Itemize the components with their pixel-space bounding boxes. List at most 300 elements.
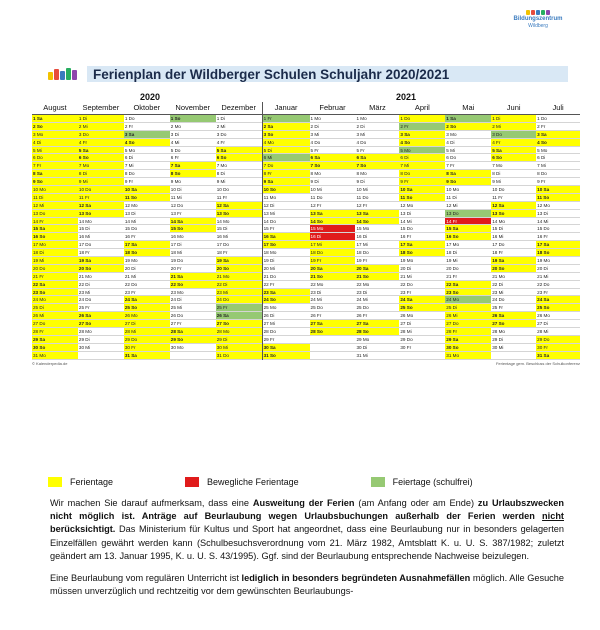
- day-cell: 12 Mi: [32, 202, 78, 210]
- day-cell: 19 Sa: [216, 257, 262, 265]
- day-cell: 9 Mi: [216, 178, 262, 186]
- day-cell: 4 So: [124, 139, 170, 147]
- day-cell: 24 Do: [216, 296, 262, 304]
- day-cell: 29 Mo: [355, 336, 399, 344]
- day-cell: [78, 352, 124, 360]
- day-cell: 1 Mo: [310, 115, 356, 123]
- day-cell: 13 So: [491, 210, 536, 218]
- day-cell: 24 Sa: [124, 296, 170, 304]
- day-cell: 9 Mo: [170, 178, 216, 186]
- day-cell: 28 Sa: [170, 328, 216, 336]
- day-cell: 2 Mi: [491, 123, 536, 131]
- day-cell: 28 Mi: [399, 328, 445, 336]
- calendar-footnote: [32, 361, 580, 367]
- day-cell: 28 Mo: [216, 328, 262, 336]
- day-cell: 1 Di: [216, 115, 262, 123]
- day-cell: 21 Mo: [78, 273, 124, 281]
- day-cell: 16 So: [445, 233, 491, 241]
- day-cell: 5 Di: [263, 147, 310, 155]
- day-cell: 25 Mo: [263, 304, 310, 312]
- day-cell: 24 Mo: [445, 296, 491, 304]
- day-cell: 11 So: [536, 194, 580, 202]
- body-text: [50, 497, 564, 607]
- month-column: [399, 115, 445, 360]
- day-cell: 6 Di: [399, 154, 445, 162]
- day-cell: 29 Do: [536, 336, 580, 344]
- day-cell: 6 So: [491, 154, 536, 162]
- day-cell: 6 So: [78, 154, 124, 162]
- day-cell: 20 Mi: [263, 265, 310, 273]
- day-cell: 3 Do: [216, 131, 262, 139]
- day-cell: 1 Do: [124, 115, 170, 123]
- day-cell: 2 So: [445, 123, 491, 131]
- day-cell: 5 Mo: [124, 147, 170, 155]
- day-cell: 2 Fr: [536, 123, 580, 131]
- day-cell: 16 Mi: [491, 233, 536, 241]
- day-cell: 18 Di: [445, 249, 491, 257]
- day-cell: 8 Sa: [445, 170, 491, 178]
- day-cell: 27 So: [216, 320, 262, 328]
- month-header: Dezember: [221, 103, 256, 112]
- day-cell: 6 Di: [536, 154, 580, 162]
- day-cell: 4 Di: [445, 139, 491, 147]
- day-cell: 1 Mo: [355, 115, 399, 123]
- day-cell: 19 Di: [263, 257, 310, 265]
- logo-line1: Bildungszentrum: [513, 16, 563, 22]
- day-cell: 10 So: [263, 186, 310, 194]
- day-cell: 26 Sa: [78, 312, 124, 320]
- day-cell: 24 So: [263, 296, 310, 304]
- day-cell: 19 Mi: [32, 257, 78, 265]
- day-cell: 14 Mi: [124, 218, 170, 226]
- day-cell: 10 Mo: [32, 186, 78, 194]
- day-cell: 17 Mi: [310, 241, 356, 249]
- day-cell: 18 Fr: [216, 249, 262, 257]
- day-cell: 18 Do: [310, 249, 356, 257]
- calendar-source: © Kalenderpedia.de: [32, 360, 68, 366]
- day-cell: 30 Fr: [399, 344, 445, 352]
- title-icon-bar: [60, 71, 65, 80]
- day-cell: 16 Mo: [170, 233, 216, 241]
- day-cell: 21 Do: [263, 273, 310, 281]
- logo-line2: Wildberg: [528, 23, 548, 29]
- day-cell: 13 Sa: [355, 210, 399, 218]
- day-cell: 30 So: [445, 344, 491, 352]
- day-cell: 4 Do: [355, 139, 399, 147]
- day-cell: 11 Di: [445, 194, 491, 202]
- day-cell: 27 Mi: [263, 320, 310, 328]
- day-cell: 7 Mi: [536, 162, 580, 170]
- day-cell: 14 Do: [263, 218, 310, 226]
- legend-item-holiday: [48, 477, 113, 487]
- day-cell: [491, 352, 536, 360]
- logo-mark-block: [531, 10, 535, 15]
- day-cell: 20 Di: [536, 265, 580, 273]
- day-cell: 3 Mi: [310, 131, 356, 139]
- day-cell: 24 Mo: [32, 296, 78, 304]
- day-cell: 27 Di: [536, 320, 580, 328]
- legend-item-public: [371, 477, 473, 487]
- day-cell: 26 Mo: [124, 312, 170, 320]
- day-cell: 29 Di: [216, 336, 262, 344]
- day-cell: 3 So: [263, 131, 310, 139]
- day-cell: 15 Do: [399, 225, 445, 233]
- day-cell: [310, 336, 356, 344]
- day-cell: 1 Sa: [32, 115, 78, 123]
- day-cell: 29 Do: [399, 336, 445, 344]
- day-cell: 25 Di: [445, 304, 491, 312]
- logo-mark-block: [546, 10, 550, 15]
- day-cell: 23 Fr: [399, 289, 445, 297]
- day-cell: 14 Fr: [445, 218, 491, 226]
- day-cell: 28 Fr: [445, 328, 491, 336]
- day-cell: 20 Di: [124, 265, 170, 273]
- day-cell: 15 Do: [536, 225, 580, 233]
- day-cell: 31 Mi: [355, 352, 399, 360]
- day-cell: 14 Fr: [32, 218, 78, 226]
- month-column: [216, 115, 262, 360]
- day-cell: 15 Sa: [445, 225, 491, 233]
- day-cell: 18 Fr: [78, 249, 124, 257]
- day-cell: 7 Fr: [445, 162, 491, 170]
- day-cell: 21 So: [355, 273, 399, 281]
- calendar-note: Ferientage gem. Beschluss der Schulkonferenz: [495, 360, 580, 366]
- day-cell: 14 Sa: [170, 218, 216, 226]
- month-column: [170, 115, 216, 360]
- day-cell: 31 Mo: [445, 352, 491, 360]
- day-cell: 9 So: [32, 178, 78, 186]
- p2-bold-1: lediglich in besonders begründeten Ausnahmefällen: [241, 573, 471, 584]
- day-cell: 22 Do: [124, 281, 170, 289]
- day-cell: 12 Mo: [536, 202, 580, 210]
- day-cell: 3 Sa: [536, 131, 580, 139]
- day-cell: 9 Mi: [491, 178, 536, 186]
- day-cell: 16 Fr: [124, 233, 170, 241]
- day-cell: 11 Fr: [216, 194, 262, 202]
- day-cell: 7 Mo: [491, 162, 536, 170]
- day-cell: 23 Di: [310, 289, 356, 297]
- day-cell: 29 Do: [124, 336, 170, 344]
- day-cell: 7 So: [310, 162, 356, 170]
- day-cell: 21 Fr: [32, 273, 78, 281]
- day-cell: 10 Mo: [445, 186, 491, 194]
- day-cell: 2 Mi: [78, 123, 124, 131]
- logo-mark-block: [536, 10, 540, 15]
- day-cell: 4 So: [399, 139, 445, 147]
- day-cell: 26 Do: [170, 312, 216, 320]
- day-cell: 22 Sa: [445, 281, 491, 289]
- logo-mark-icon: [508, 10, 568, 15]
- day-cell: 3 Mi: [355, 131, 399, 139]
- day-cell: 1 So: [170, 115, 216, 123]
- month-column: [445, 115, 491, 360]
- day-cell: 15 Mo: [310, 225, 356, 233]
- day-cell: 20 Sa: [310, 265, 356, 273]
- day-cell: 29 Di: [491, 336, 536, 344]
- day-cell: 15 Di: [78, 225, 124, 233]
- day-cell: 6 Do: [445, 154, 491, 162]
- day-cell: 17 Sa: [399, 241, 445, 249]
- legend-label-movable: Bewegliche Ferientage: [207, 477, 299, 487]
- title-icon-bar: [48, 72, 53, 80]
- day-cell: 19 Fr: [310, 257, 356, 265]
- day-cell: 9 Fr: [124, 178, 170, 186]
- day-cell: 16 Di: [310, 233, 356, 241]
- day-cell: 3 Mo: [445, 131, 491, 139]
- day-cell: 17 Do: [491, 241, 536, 249]
- day-cell: 23 Mo: [170, 289, 216, 297]
- day-cell: 23 Mi: [216, 289, 262, 297]
- day-cell: 28 Do: [263, 328, 310, 336]
- day-cell: 2 So: [32, 123, 78, 131]
- day-cell: 22 Sa: [32, 281, 78, 289]
- day-cell: 13 Do: [32, 210, 78, 218]
- day-cell: 8 Do: [536, 170, 580, 178]
- day-cell: 16 Sa: [263, 233, 310, 241]
- movable-swatch: [185, 477, 199, 487]
- day-cell: 26 Mi: [445, 312, 491, 320]
- day-cell: 30 Mi: [78, 344, 124, 352]
- day-cell: 4 Fr: [491, 139, 536, 147]
- month-header: Mai: [462, 103, 475, 112]
- day-cell: 22 So: [170, 281, 216, 289]
- day-cell: 22 Mo: [355, 281, 399, 289]
- day-cell: 16 Fr: [536, 233, 580, 241]
- month-column: [355, 115, 399, 360]
- day-cell: 19 Do: [170, 257, 216, 265]
- day-cell: 15 Sa: [32, 225, 78, 233]
- day-cell: 26 Mi: [32, 312, 78, 320]
- month-column: [78, 115, 124, 360]
- day-cell: 21 Sa: [170, 273, 216, 281]
- day-cell: 26 Mo: [536, 312, 580, 320]
- month-column: [536, 115, 580, 360]
- day-cell: 5 Fr: [355, 147, 399, 155]
- day-cell: 24 Di: [170, 296, 216, 304]
- day-cell: 18 Di: [32, 249, 78, 257]
- day-cell: 21 So: [310, 273, 356, 281]
- day-cell: 11 So: [399, 194, 445, 202]
- day-cell: 23 So: [32, 289, 78, 297]
- day-cell: 23 Mi: [78, 289, 124, 297]
- day-cell: 11 So: [124, 194, 170, 202]
- day-cell: 30 Di: [355, 344, 399, 352]
- day-cell: 29 Sa: [32, 336, 78, 344]
- day-cell: 5 Sa: [78, 147, 124, 155]
- day-cell: 27 Di: [124, 320, 170, 328]
- day-cell: 20 Do: [32, 265, 78, 273]
- day-cell: 15 Di: [216, 225, 262, 233]
- day-cell: 6 Di: [124, 154, 170, 162]
- day-cell: 2 Fr: [399, 123, 445, 131]
- month-column: [491, 115, 536, 360]
- day-cell: 22 Do: [399, 281, 445, 289]
- day-cell: 12 Sa: [491, 202, 536, 210]
- day-cell: 25 Fr: [491, 304, 536, 312]
- day-cell: 23 Fr: [124, 289, 170, 297]
- day-cell: 27 Di: [399, 320, 445, 328]
- month-column: [262, 115, 310, 360]
- day-cell: 4 Do: [310, 139, 356, 147]
- day-cell: 30 Sa: [263, 344, 310, 352]
- p1-text-1: Wir machen Sie darauf aufmerksam, dass eine: [50, 498, 253, 508]
- day-cell: 11 Do: [310, 194, 356, 202]
- day-cell: [399, 352, 445, 360]
- day-cell: 30 Mi: [491, 344, 536, 352]
- day-cell: 17 So: [263, 241, 310, 249]
- day-cell: 17 Sa: [536, 241, 580, 249]
- day-cell: [310, 352, 356, 360]
- day-cell: 9 Di: [355, 178, 399, 186]
- day-cell: 26 Fr: [355, 312, 399, 320]
- month-header: Oktober: [133, 103, 161, 112]
- day-cell: 6 Sa: [310, 154, 356, 162]
- day-cell: 13 Di: [399, 210, 445, 218]
- day-cell: 14 Mi: [536, 218, 580, 226]
- day-cell: 20 Sa: [355, 265, 399, 273]
- day-cell: 10 Mi: [355, 186, 399, 194]
- year-2021: 2021: [396, 92, 417, 102]
- day-cell: 2 Mo: [170, 123, 216, 131]
- day-cell: 1 Sa: [445, 115, 491, 123]
- p1-bold-2: zu Urlaubszwecken nicht möglich ist. Anträge auf Beurlaubung wegen Urlaubsbuchungen außerhalb der Ferien werden: [50, 498, 565, 522]
- day-cell: 8 Di: [491, 170, 536, 178]
- day-cell: 13 Sa: [310, 210, 356, 218]
- day-cell: 29 Sa: [445, 336, 491, 344]
- day-cell: 24 Mi: [355, 296, 399, 304]
- day-cell: [310, 344, 356, 352]
- day-cell: 28 Mi: [124, 328, 170, 336]
- p1-text-3: Das Ministerium für Kultus und Sport hat angeordnet, dass eine Beurlaubung nur in besonders gelagerten Einzelfällen gewährt werden kann (Schulbesuchsverordnung vom 21. März 1982, Amtsblatt K. u. U. S. 387/1982; zuletzt geändert am 13. Januar 1995, K. u. U. S. 43/1995). Ggf. sind der Beurlaubung entsprechende Nachweise beizulegen.: [50, 524, 564, 561]
- day-cell: 10 Di: [170, 186, 216, 194]
- day-cell: 23 Di: [355, 289, 399, 297]
- day-cell: 7 Fr: [32, 162, 78, 170]
- day-cell: 1 Di: [78, 115, 124, 123]
- day-cell: 16 Mi: [78, 233, 124, 241]
- day-cell: 20 So: [78, 265, 124, 273]
- day-cell: 17 Mo: [445, 241, 491, 249]
- day-cell: 31 Do: [216, 352, 262, 360]
- day-cell: 17 Do: [216, 241, 262, 249]
- day-cell: 18 Fr: [491, 249, 536, 257]
- day-cell: 7 Mo: [216, 162, 262, 170]
- day-cell: 20 Do: [445, 265, 491, 273]
- day-cell: 13 So: [216, 210, 262, 218]
- day-cell: 17 Sa: [124, 241, 170, 249]
- day-cell: 18 So: [536, 249, 580, 257]
- day-cell: 25 Fr: [216, 304, 262, 312]
- calendar-grid: [32, 115, 580, 360]
- day-cell: 26 Sa: [216, 312, 262, 320]
- logo-mark-block: [541, 10, 545, 15]
- day-cell: 22 Fr: [263, 281, 310, 289]
- day-cell: 16 Mi: [216, 233, 262, 241]
- day-cell: 26 Sa: [491, 312, 536, 320]
- day-cell: 6 So: [216, 154, 262, 162]
- day-cell: 21 Mo: [491, 273, 536, 281]
- day-cell: 29 Di: [78, 336, 124, 344]
- day-cell: 22 Do: [536, 281, 580, 289]
- day-cell: 22 Mo: [310, 281, 356, 289]
- day-cell: 5 Mo: [399, 147, 445, 155]
- day-cell: 23 Sa: [263, 289, 310, 297]
- paragraph-2: [50, 572, 564, 598]
- day-cell: 30 Mi: [216, 344, 262, 352]
- title-icon-bar: [72, 70, 77, 80]
- day-cell: 10 Do: [491, 186, 536, 194]
- day-cell: 29 Fr: [263, 336, 310, 344]
- day-cell: 10 Sa: [124, 186, 170, 194]
- day-cell: 18 So: [399, 249, 445, 257]
- day-cell: 21 Mi: [124, 273, 170, 281]
- day-cell: 19 Sa: [491, 257, 536, 265]
- day-cell: 8 Mo: [310, 170, 356, 178]
- day-cell: 8 Do: [399, 170, 445, 178]
- day-cell: 9 Fr: [399, 178, 445, 186]
- day-cell: 25 Fr: [78, 304, 124, 312]
- holiday-swatch: [48, 477, 62, 487]
- day-cell: 16 Di: [355, 233, 399, 241]
- day-cell: 5 Sa: [216, 147, 262, 155]
- title-icon-bar: [66, 68, 71, 80]
- day-cell: 19 Mo: [399, 257, 445, 265]
- day-cell: 25 Di: [32, 304, 78, 312]
- day-cell: 14 Mi: [399, 218, 445, 226]
- legend-item-movable: [185, 477, 299, 487]
- day-cell: 15 So: [170, 225, 216, 233]
- day-cell: 3 Do: [78, 131, 124, 139]
- year-2020: 2020: [140, 92, 161, 102]
- day-cell: 19 Mi: [445, 257, 491, 265]
- day-cell: 4 Di: [32, 139, 78, 147]
- day-cell: 28 Fr: [32, 328, 78, 336]
- day-cell: 6 Sa: [355, 154, 399, 162]
- day-cell: 9 Mi: [78, 178, 124, 186]
- day-cell: 6 Do: [32, 154, 78, 162]
- month-column: [310, 115, 356, 360]
- day-cell: 29 So: [170, 336, 216, 344]
- day-cell: 19 Mo: [124, 257, 170, 265]
- day-cell: 7 Sa: [170, 162, 216, 170]
- day-cell: 3 Mo: [32, 131, 78, 139]
- day-cell: 15 Do: [124, 225, 170, 233]
- day-cell: 20 Fr: [170, 265, 216, 273]
- paragraph-1: [50, 497, 564, 563]
- day-cell: 11 Mi: [170, 194, 216, 202]
- day-cell: 17 Mo: [32, 241, 78, 249]
- day-cell: 7 Mi: [399, 162, 445, 170]
- day-cell: 5 Mi: [445, 147, 491, 155]
- day-cell: 24 Mi: [310, 296, 356, 304]
- year-row: [32, 92, 580, 102]
- day-cell: 18 Mi: [170, 249, 216, 257]
- day-cell: 27 Fr: [170, 320, 216, 328]
- day-cell: 18 Mo: [263, 249, 310, 257]
- day-cell: 30 Fr: [536, 344, 580, 352]
- day-cell: 7 Mo: [78, 162, 124, 170]
- day-cell: 23 So: [445, 289, 491, 297]
- p1-bold-3: berücksichtigt.: [50, 524, 116, 535]
- day-cell: 12 Di: [263, 202, 310, 210]
- holiday-calendar: [32, 92, 580, 367]
- day-cell: 24 Sa: [399, 296, 445, 304]
- month-header-row: [32, 102, 580, 115]
- day-cell: 14 Mo: [491, 218, 536, 226]
- day-cell: 15 Di: [491, 225, 536, 233]
- day-cell: 9 Sa: [263, 178, 310, 186]
- day-cell: 9 So: [445, 178, 491, 186]
- day-cell: 19 Mo: [536, 257, 580, 265]
